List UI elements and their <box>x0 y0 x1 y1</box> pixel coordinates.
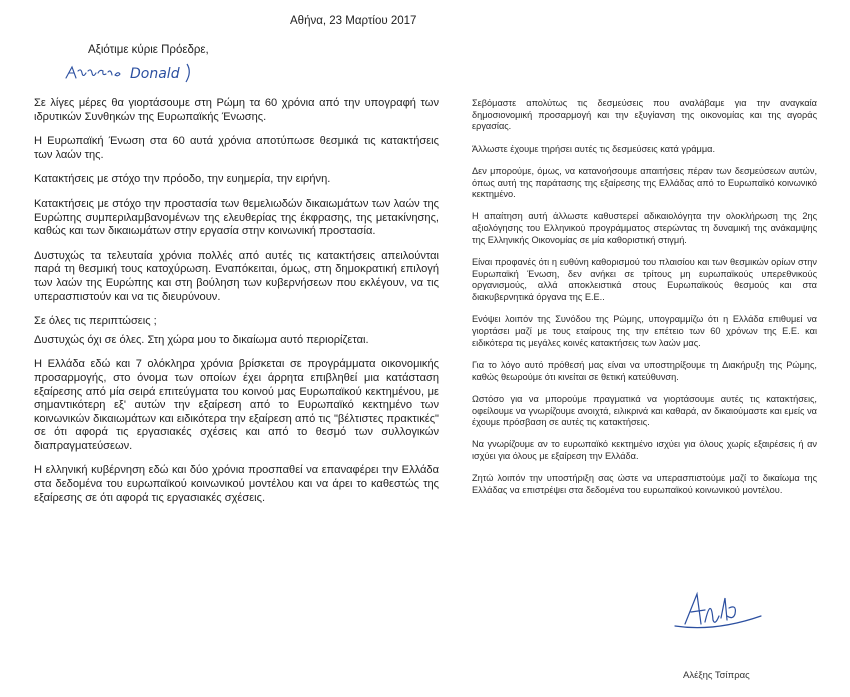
paragraph: Δεν μπορούμε, όμως, να κατανοήσουμε απαιτήσεις πέραν των δεσμεύσεων αυτών, όπως αυτή της παράτασης της εξαίρεσης της Ελλάδας από το Ευρωπαϊκό κοινωνικό κεκτημένο. <box>472 165 817 200</box>
right-column <box>472 98 817 507</box>
paragraph: Η Ελλάδα εδώ και 7 ολόκληρα χρόνια βρίσκεται σε προγράμματα οικονομικής προσαρμογής, στο όνομα των οποίων έχει άρρητα επιβληθεί μια κατάσταση εξαίρεσης από μία σειρά επιτεύγματα του κοινού μας Ευρωπαϊκού κεκτημένου, με σημαντικότερη εξ' αυτών την εξαίρεση από το Ευρωπαϊκό κεκτημένο των κοινωνικών δικαιωμάτων και ειδικότερα την εξαίρεση από τις "βέλτιστες πρακτικές" σε ότι αφορά τις εργασιακές σχέσεις και από το θεσμό των συλλογικών διαπραγματεύσεων. <box>34 358 439 452</box>
paragraph: Η ελληνική κυβέρνηση εδώ και δύο χρόνια προσπαθεί να επαναφέρει την Ελλάδα στα δεδομένα του ευρωπαϊκού κοινωνικού μοντέλου και να άρει το καθεστώς της εξαίρεσης σε ότι αφορά τις εργασιακές σχέσεις. <box>34 464 439 504</box>
paragraph: Σε όλες τις περιπτώσεις ; <box>34 315 157 328</box>
paragraph: Η Ευρωπαϊκή Ένωση στα 60 αυτά χρόνια αποτύπωσε θεσμικά τις κατακτήσεις των λαών της. <box>34 135 439 161</box>
signature-icon <box>665 586 765 636</box>
paragraph: Είναι προφανές ότι η ευθύνη καθορισμού του πλαισίου και των θεσμικών ορίων στην Ευρωπαϊκή Ένωση, δεν ανήκει σε τρίτους μη ευρωπαϊκούς υπερεθνικούς οργανισμούς, αλλά αποκλειστικά στους Ευρωπαϊκούς θεσμούς και στα διακυβερνητικά όργανα της Ε.Ε.. <box>472 257 817 303</box>
paragraph: Σε λίγες μέρες θα γιορτάσουμε στη Ρώμη τα 60 χρόνια από την υπογραφή των ιδρυτικών Συνθηκών της Ευρωπαϊκής Ένωσης. <box>34 97 439 123</box>
paragraph: Η απαίτηση αυτή άλλωστε καθυστερεί αδικαιολόγητα την ολοκλήρωση της 2ης αξιολόγησης του Ελληνικού προγράμματος στερώντας τη δυναμική της ανάκαμψης της Ελληνικής Οικονομίας σε μία καθοριστική στιγμή. <box>472 211 817 245</box>
paragraph: Ζητώ λοιπόν την υποστήριξη σας ώστε να υπερασπιστούμε μαζί το δικαίωμα της Ελλάδας να επιστρέψει στα δεδομένα του ευρωπαϊκού κοινωνικού μοντέλου. <box>472 473 817 496</box>
paragraph: Δυστυχώς όχι σε όλες. Στη χώρα μου το δικαίωμα αυτό περιορίζεται. <box>34 333 369 346</box>
salutation: Αξιότιμε κύριε Πρόεδρε, <box>88 44 209 56</box>
signer-name: Αλέξης Τσίπρας <box>683 670 750 681</box>
paragraph: Για το λόγο αυτό πρόθεσή μας είναι να υποστηρίξουμε τη Διακήρυξη της Ρώμης, καθώς θεωρούμε ότι κινείται σε θετική κατεύθυνση. <box>472 359 817 382</box>
paragraph: Κατακτήσεις με στόχο την προστασία των θεμελιωδών δικαιωμάτων των λαών της Ευρώπης συμπεριλαμβανομένων της ελευθερίας της έκφρασης, της μετακίνησης, καθώς και των δικαιωμάτων στην εργασία στην κοινωνική προστασία. <box>34 197 439 238</box>
letter-date: Αθήνα, 23 Μαρτίου 2017 <box>290 15 417 27</box>
handwritten-name <box>62 58 202 86</box>
left-column <box>34 97 439 516</box>
paragraph: Σεβόμαστε απολύτως τις δεσμεύσεις που αναλάβαμε για την αναγκαία δημοσιονομική προσαρμογή και την εξυγίανση της οικονομίας και της αγοράς εργασίας. <box>472 98 817 132</box>
paragraph: Δυστυχώς τα τελευταία χρόνια πολλές από αυτές τις κατακτήσεις απειλούνται παρά τη θεσμική τους κατοχύρωση. Εναπόκειται, όμως, στη δημοκρατική επιλογή των λαών της Ευρώπης και στη βούληση των κυβερνήσεων που εκλέγουν, να τις υπερασπιστούν και να τις διευρύνουν. <box>34 249 439 303</box>
paragraph: Ωστόσο για να μπορούμε πραγματικά να γιορτάσουμε αυτές τις κατακτήσεις, οφείλουμε να γνωρίζουμε ανοιχτά, ειλικρινά και καθαρά, αν δικαιούμαστε και εμείς να έχουμε πρόσβαση σε αυτές τις κατακτήσεις. <box>472 393 817 428</box>
paragraph: Να γνωρίζουμε αν το ευρωπαϊκό κεκτημένο ισχύει για όλους χωρίς εξαιρέσεις ή αν ισχύει για όλους με εξαίρεση την Ελλάδα. <box>472 439 817 462</box>
handwritten-name-text: Donald <box>130 66 180 82</box>
paragraph: Άλλωστε έχουμε τηρήσει αυτές τις δεσμεύσεις κατά γράμμα. <box>472 143 715 154</box>
paragraph: Κατακτήσεις με στόχο την πρόοδο, την ευημερία, την ειρήνη. <box>34 173 331 186</box>
paragraph: Ενόψει λοιπόν της Συνόδου της Ρώμης, υπογραμμίζω ότι η Ελλάδα επιθυμεί να γιορτάσει μαζί με τους εταίρους της την επέτειο των 60 χρόνων της Ε.Ε. και ειδικότερα τις μεγάλες κοινές κατακτήσεις των λαών μας. <box>472 314 817 348</box>
